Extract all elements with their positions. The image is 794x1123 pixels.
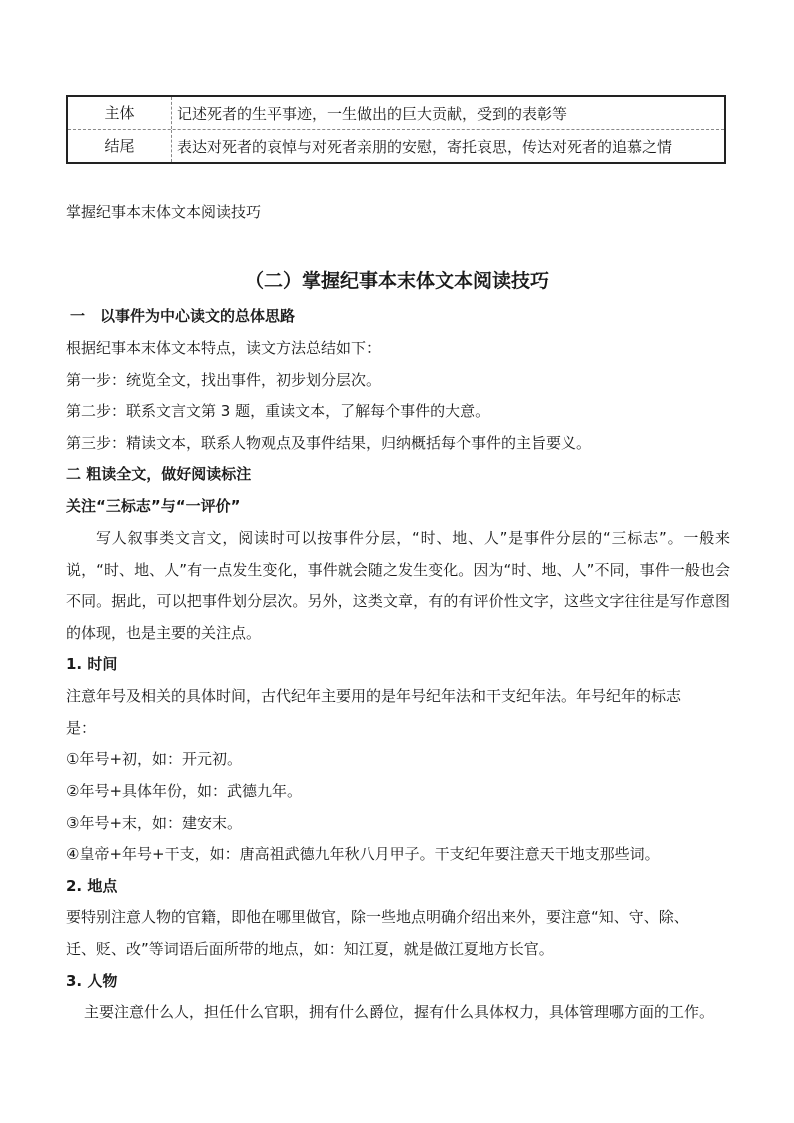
structure-table — [66, 95, 726, 164]
step-1: 第一步：统览全文，找出事件，初步划分层次。 — [66, 371, 382, 389]
table-row-body: 表达对死者的哀悼与对死者亲朋的安慰，寄托哀思，传达对死者的追慕之情 — [177, 137, 673, 156]
time-item-2: ②年号+具体年份，如：武德九年。 — [66, 782, 303, 800]
place-line2: 迁、贬、改”等词语后面所带的地点，如：知江夏，就是做江夏地方长官。 — [66, 940, 554, 958]
person-line1: 主要注意什么人，担任什么官职，拥有什么爵位，握有什么具体权力，具体管理哪方面的工作。 — [84, 1003, 715, 1021]
step-2: 第二步：联系文言文第 3 题，重读文本，了解每个事件的大意。 — [66, 402, 491, 420]
step-3: 第三步：精读文本，联系人物观点及事件结果，归纳概括每个事件的主旨要义。 — [66, 434, 592, 452]
table-row — [68, 129, 724, 162]
table-row-head: 主体 — [68, 97, 172, 129]
place-heading: 2. 地点 — [66, 877, 118, 895]
time-item-4: ④皇帝+年号+干支，如：唐高祖武德九年秋八月甲子。干支纪年要注意天干地支那些词。 — [66, 845, 660, 863]
section-title: （二）掌握纪事本末体文本阅读技巧 — [244, 270, 549, 292]
part2-paragraph: 写人叙事类文言文，阅读时可以按事件分层，“时、地、人”是事件分层的“三标志”。一般来说，“时、地、人”有一点发生变化，事件就会随之发生变化。因为“时、地、人”不同，事件一般也会不同。据此，可以把事件划分层次。另外，这类文章，有的有评价性文字，这些文字往往是写作意图的体现，也是主要的关注点。 — [66, 529, 730, 642]
note-label: 掌握纪事本末体文本阅读技巧 — [66, 203, 262, 221]
time-item-3: ③年号+末，如：建安末。 — [66, 814, 243, 832]
table-row-head: 结尾 — [68, 130, 172, 162]
time-intro-line2: 是： — [66, 719, 97, 737]
part2-heading: 二 粗读全文，做好阅读标注 — [66, 465, 252, 483]
place-line1: 要特别注意人物的官籍，即他在哪里做官，除一些地点明确介绍出来外，要注意“知、守、除、 — [66, 908, 689, 926]
table-row-body: 记述死者的生平事迹，一生做出的巨大贡献，受到的表彰等 — [177, 104, 568, 123]
part1-intro: 根据纪事本末体文本特点，读文方法总结如下： — [66, 339, 382, 357]
time-item-1: ①年号+初，如：开元初。 — [66, 750, 243, 768]
table-row — [68, 97, 724, 129]
time-intro-line1: 注意年号及相关的具体时间，古代纪年主要用的是年号纪年法和干支纪年法。年号纪年的标志 — [66, 687, 682, 705]
time-heading: 1. 时间 — [66, 655, 118, 673]
part1-heading: 一 以事件为中心读文的总体思路 — [70, 307, 296, 325]
part2-subheading: 关注“三标志”与“一评价” — [66, 497, 241, 515]
person-heading: 3. 人物 — [66, 972, 118, 990]
